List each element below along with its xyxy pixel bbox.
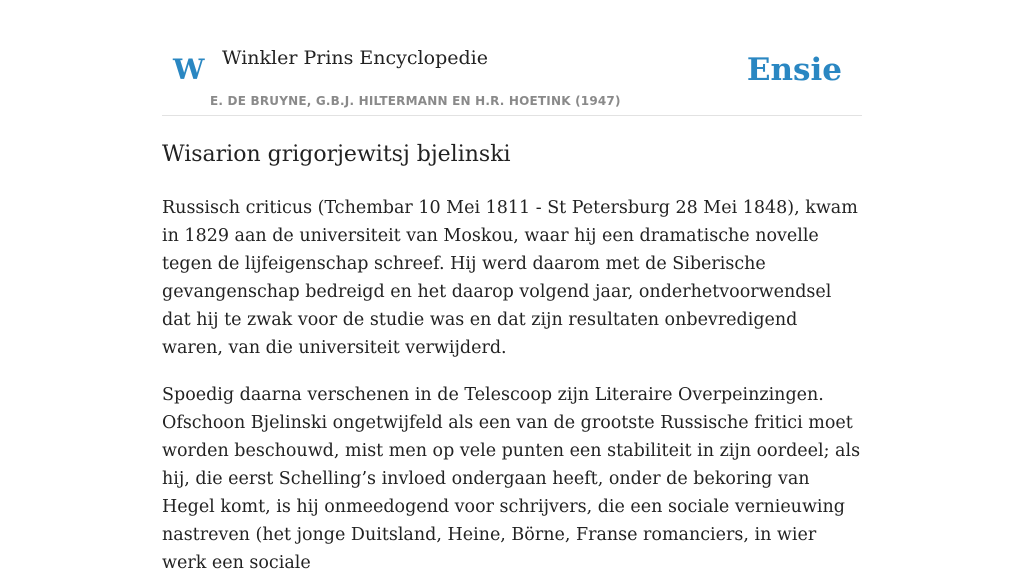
content-container bbox=[162, 0, 862, 577]
publication-header bbox=[162, 0, 862, 116]
publication-logo[interactable]: W bbox=[173, 53, 205, 86]
publication-title[interactable]: Winkler Prins Encyclopedie bbox=[222, 47, 488, 69]
brand-logo[interactable]: Ensie bbox=[746, 52, 842, 88]
publication-authors: E. DE BRUYNE, G.B.J. HILTERMANN EN H.R. HOETINK (1947) bbox=[210, 94, 621, 108]
article-title: Wisarion grigorjewitsj bjelinski bbox=[162, 142, 511, 167]
article-paragraph: Russisch criticus (Tchembar 10 Mei 1811 - St Petersburg 28 Mei 1848), kwam in 1829 aan de universiteit van Moskou, waar hij een dramatische novelle tegen de lijfeigenschap schreef. Hij werd daarom met de Siberische gevangenschap bedreigd en het daarop volgend jaar, onderhetvoorwendsel dat hij te zwak voor de studie was en dat zijn resultaten onbevredigend waren, van die universiteit verwijderd. bbox=[162, 198, 858, 358]
article-paragraph: Spoedig daarna verschenen in de Telescoop zijn Literaire Overpeinzingen. Ofschoon Bjelinski ongetwijfeld als een van de grootste Russische fritici moet worden beschouwd, mist men op vele punten een stabiliteit in zijn oordeel; als hij, die eerst Schelling’s invloed ondergaan heeft, onder de bekoring van Hegel komt, is hij onmeedogend voor schrijvers, die een sociale vernieuwing nastreven (het jonge Duitsland, Heine, Börne, Franse romanciers, in wier werk een sociale bbox=[162, 385, 861, 573]
